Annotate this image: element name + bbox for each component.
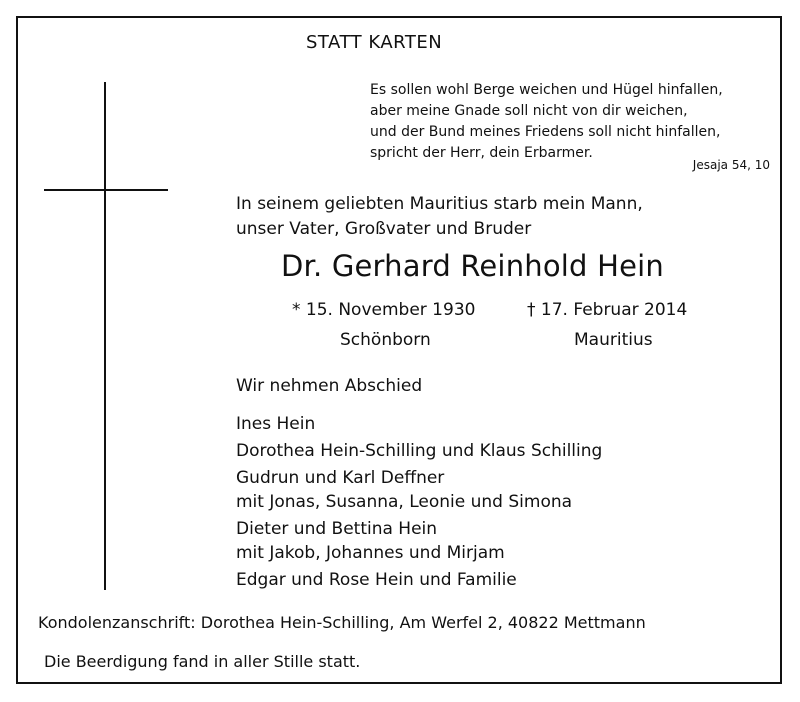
mourner-entry xyxy=(236,439,602,463)
mourner-line: Gudrun und Karl Deffner xyxy=(236,468,445,488)
verse-line: aber meine Gnade soll nicht von dir weichen, xyxy=(370,103,688,119)
intro-line: In seinem geliebten Mauritius starb mein Mann, xyxy=(236,194,643,214)
farewell-heading: Wir nehmen Abschied xyxy=(236,376,423,396)
deceased-name: Dr. Gerhard Reinhold Hein xyxy=(281,249,664,283)
verse-line: Es sollen wohl Berge weichen und Hügel hinfallen, xyxy=(370,82,723,98)
verse-line: spricht der Herr, dein Erbarmer. xyxy=(370,145,593,161)
funeral-note: Die Beerdigung fand in aller Stille statt. xyxy=(44,652,361,671)
condolence-address: Kondolenzanschrift: Dorothea Hein-Schilling, Am Werfel 2, 40822 Mettmann xyxy=(38,613,646,632)
mourner-line: mit Jonas, Susanna, Leonie und Simona xyxy=(236,492,573,512)
mourner-entry xyxy=(236,412,602,436)
mourner-entry xyxy=(236,466,602,514)
birth-date: * 15. November 1930 xyxy=(292,300,476,320)
verse-reference: Jesaja 54, 10 xyxy=(692,158,770,172)
mourner-entry xyxy=(236,517,602,565)
mourner-line: Dieter und Bettina Hein xyxy=(236,519,438,539)
intro-text xyxy=(236,192,643,242)
cross-horizontal-bar xyxy=(44,189,168,191)
death-place: Mauritius xyxy=(574,330,653,350)
death-date: † 17. Februar 2014 xyxy=(527,300,688,320)
mourner-line: Dorothea Hein-Schilling und Klaus Schilling xyxy=(236,441,603,461)
cross-vertical-bar xyxy=(104,82,106,590)
mourner-line: Edgar und Rose Hein und Familie xyxy=(236,570,517,590)
mourner-line: mit Jakob, Johannes und Mirjam xyxy=(236,543,505,563)
birth-place: Schönborn xyxy=(340,330,431,350)
verse-line: und der Bund meines Friedens soll nicht hinfallen, xyxy=(370,124,721,140)
notice-header: STATT KARTEN xyxy=(306,32,443,53)
mourners-list xyxy=(236,412,602,595)
bible-verse xyxy=(370,80,723,164)
mourner-line: Ines Hein xyxy=(236,414,316,434)
intro-line: unser Vater, Großvater und Bruder xyxy=(236,219,532,239)
mourner-entry xyxy=(236,568,602,592)
